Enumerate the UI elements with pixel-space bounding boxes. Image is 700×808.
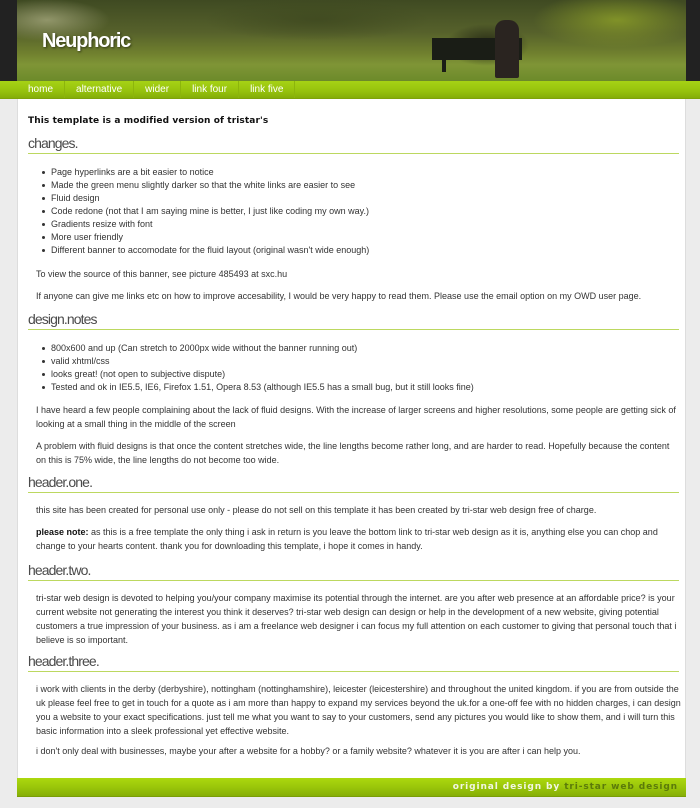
section-heading-header-two: header.two. (28, 562, 679, 581)
paragraph: To view the source of this banner, see picture 485493 at sxc.hu (36, 269, 288, 279)
list-item: 800x600 and up (Can stretch to 2000px wide without the banner running out) (51, 342, 474, 355)
nav-link-five[interactable]: link five (239, 81, 295, 98)
paragraph: tri-star web design is devoted to helping you/your company maximise its potential through the internet. are you after web presence at an affordable price? is your current website not generating the interest you think it deserves? tri-star web design can design or help in the development of a new website, giving potential customers a true impression of your business. as i am a freelance web designer i can focus my full attention on each customer to giving that personal touch that i believe is so important. (36, 593, 677, 645)
design-notes-list (51, 342, 474, 394)
header-banner (17, 0, 686, 81)
please-note-paragraph (36, 525, 681, 553)
section-heading-changes: changes. (28, 135, 679, 154)
paragraph: i don't only deal with businesses, maybe your after a website for a hobby? or a family website? whatever it is you are after i can help you. (36, 746, 581, 756)
main-content (17, 99, 686, 778)
list-item: looks great! (not open to subjective dispute) (51, 368, 474, 381)
footer (17, 778, 686, 797)
section-heading-design-notes: design.notes (28, 311, 679, 330)
site-title[interactable]: Neuphoric (42, 30, 131, 52)
list-item: Gradients resize with font (51, 218, 369, 231)
banner-bench-leg (442, 58, 446, 72)
please-note-text: as this is a free template the only thing i ask in return is you leave the bottom link to tri-star web design as it is, anything else you can chop and change to your hearts content. thank you for downloading this template, i hope it comes in handy. (36, 527, 658, 551)
paragraph: I have heard a few people complaining about the lack of fluid designs. With the increase of larger screens and higher resolutions, some people are getting sick of looking at a small thing in the middle of the screen (36, 405, 676, 429)
footer-tristar-link[interactable]: tri-star web design (564, 782, 678, 792)
intro-text: This template is a modified version of tristar's (28, 116, 269, 126)
nav-link-alternative[interactable]: alternative (65, 81, 134, 98)
paragraph: i work with clients in the derby (derbyshire), nottingham (nottinghamshire), leicester (leicestershire) and throughout the united kingdom. if you are from outside the uk please feel free to get in touch for a quote as i am more than happy to expand my services beyond the uk.for a one-off fee with no hidden charges, i can design you a website to your exact specifications. just tell me what you want to say to your customers, send any pictures you would like to show them, and i will turn this basic information into a sleek professional yet effective website. (36, 684, 681, 736)
list-item: More user friendly (51, 231, 369, 244)
footer-credit-text: original design by (452, 782, 565, 792)
section-heading-header-one: header.one. (28, 474, 679, 493)
paragraph: this site has been created for personal use only - please do not sell on this template it has been created by tri-star web design free of charge. (36, 505, 597, 515)
list-item: valid xhtml/css (51, 355, 474, 368)
nav-list (17, 81, 295, 98)
nav-link-wider[interactable]: wider (134, 81, 181, 98)
list-item: Tested and ok in IE5.5, IE6, Firefox 1.51, Opera 8.53 (although IE5.5 has a small bug, but it still looks fine) (51, 382, 474, 392)
please-note-label: please note: (36, 527, 89, 537)
list-item: Page hyperlinks are a bit easier to notice (51, 166, 369, 179)
paragraph: A problem with fluid designs is that once the content stretches wide, the line lengths become rather long, and are harder to read. Hopefully because the content on this is 75% wide, the line lengths do not become too wide. (36, 441, 670, 465)
list-item: Different banner to accomodate for the fluid layout (original wasn't wide enough) (51, 245, 370, 255)
nav-link-home[interactable]: home (17, 81, 65, 98)
changes-list (51, 166, 369, 257)
banner-person-image (495, 20, 519, 78)
nav-link-four[interactable]: link four (181, 81, 239, 98)
section-heading-header-three: header.three. (28, 653, 679, 672)
list-item: Code redone (not that I am saying mine is better, I just like coding my own way.) (51, 206, 369, 216)
list-item: Made the green menu slightly darker so that the white links are easier to see (51, 179, 369, 192)
main-nav (0, 81, 700, 99)
paragraph: If anyone can give me links etc on how to improve accesability, I would be very happy to read them. Please use the email option on my OWD user page. (36, 291, 642, 301)
list-item: Fluid design (51, 192, 369, 205)
